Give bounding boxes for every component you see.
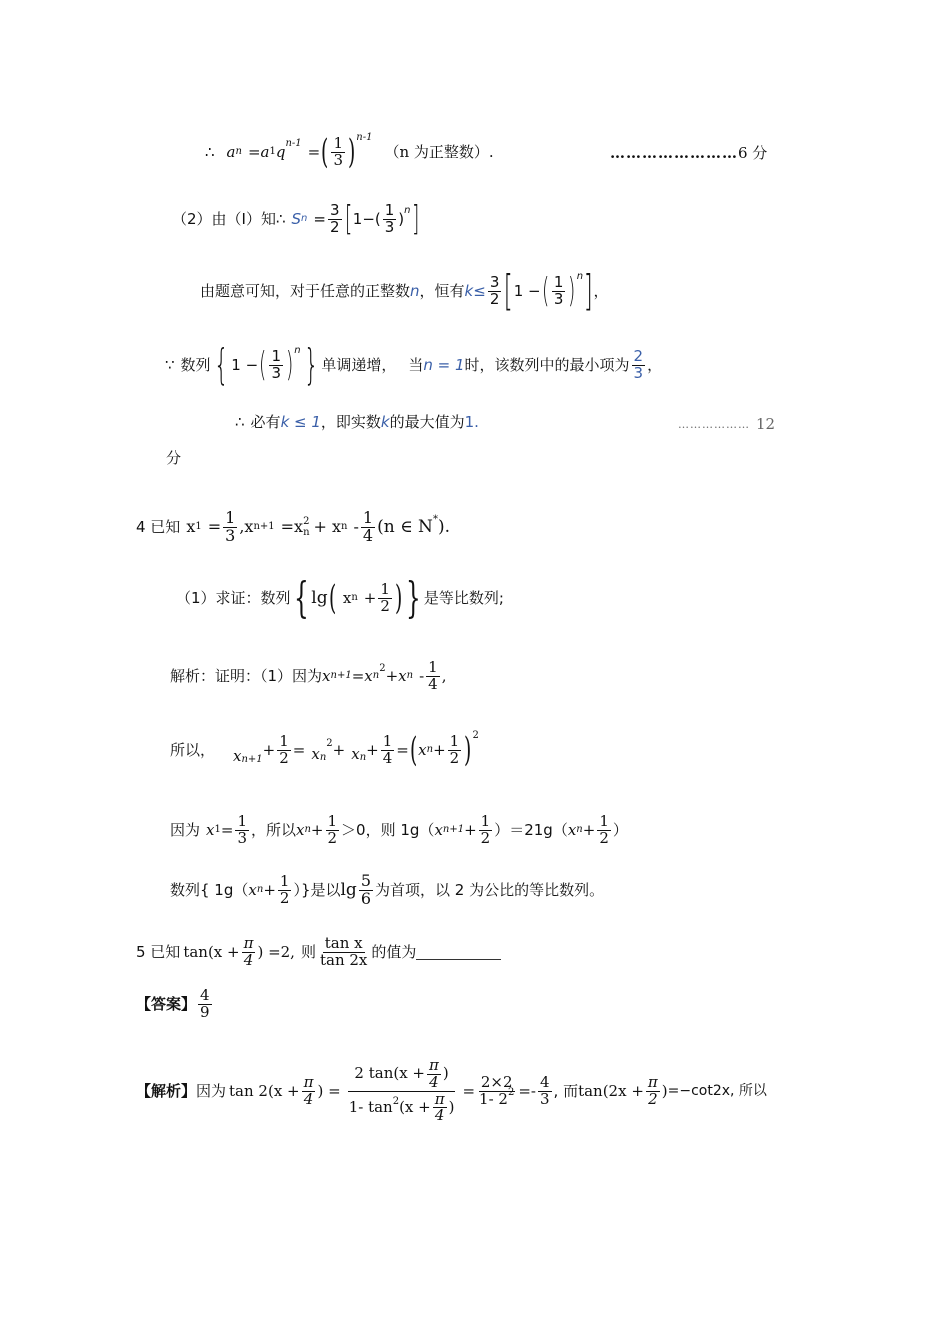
score-marker-12: ……………… 12: [678, 414, 776, 433]
note-text: （n 为正整数）.: [384, 142, 494, 161]
line-monotone: ∵ 数列 { 1 − ( $\frac{1}{3}$ ) $^n$ } 单调递增， 当 n = 1 时，该数列中的最小项为 $\frac{2}{3}$ ，: [165, 340, 663, 389]
answer-blank: [416, 945, 501, 960]
answer-row: 【答案】 $\frac{4}{9}$: [136, 985, 210, 1021]
score-unit: 分: [166, 448, 182, 467]
analysis-row: 【解析】 因为 tan 2(x + $\frac{\pi}{4}$ ) = 2 tan(x + $\frac{\pi}{4}$ ) 1- tan $^2$ (x + $\frac{\pi}{4}$ ) = 2×2 1- 2 $^2$ =- $\frac{4}{3}$ , 而 tan(2x + $\frac{\pi}{2}$ ) =−cot2x, 所以: [136, 1056, 767, 1125]
line-an-formula: ∴ a n =a 1 q $^{n-1}$ = ( $\frac{1}{3}$ ) $^{n-1}$ （n 为正整数）.: [205, 132, 494, 172]
solution-line-2: 所以， x $_{n+1}$ + $\frac{1}{2}$ = x $_n$ $^2$ + x $_n$ + $\frac{1}{4}$ = ( x n + $\frac{1}{2}$ ) $^2$: [170, 730, 479, 770]
score-marker: …………………… 6 分: [610, 143, 768, 162]
fraction: $\frac{1}{3}$: [333, 133, 344, 169]
problem-4-part1: （1）求证：数列 { lg ( x n + $\frac{1}{2}$ ) } 是等比数列;: [176, 573, 504, 622]
therefore-symbol: ∴: [205, 142, 215, 161]
line-condition: 由题意可知，对于任意的正整数 n ，恒有 k ≤ $\frac{3}{2}$ [ 1 − ( $\frac{1}{3}$ ) $^n$ ] ，: [200, 266, 609, 315]
solution-line-4: 数列{ 1g（ x n + $\frac{1}{2}$ ）}是以 lg $\frac{5}{6}$ 为首项，以 2 为公比的等比数列。: [170, 870, 605, 908]
problem-5-statement: 5 已知 tan(x + $\frac{\pi}{4}$ ) =2, 则 $\frac{\text{tan x}}{\tan 2x}$ 的值为: [136, 930, 501, 974]
big-fraction: 2 tan(x + $\frac{\pi}{4}$ ) 1- tan $^2$ (x + $\frac{\pi}{4}$ ): [348, 1056, 455, 1125]
problem-4-statement: 4 已知 x 1 = $\frac{1}{3}$ , x n+1 =x 2 n + x n - $\frac{1}{4}$ (n ∈ N * ).: [136, 507, 450, 545]
line-conclusion: ∴ 必有 k ≤ 1 ，即实数 k 的最大值为 1.: [235, 412, 479, 431]
line-sn-formula: （2）由（Ⅰ）知∴ S n = $\frac{3}{2}$ [ 1−( $\frac{1}{3}$ ) $^n$ ]: [172, 199, 419, 239]
solution-line-1: 解析：证明：（1）因为 x n+1 = x n $^2$ + x n - $\frac{1}{4}$ ,: [170, 657, 447, 693]
solution-line-3: 因为 x 1 = $\frac{1}{3}$ ，所以 x n + $\frac{1}{2}$ ＞0，则 1g（ x n+1 + $\frac{1}{2}$ ）＝21g（ x n + $\frac{1}{2}$ ）: [170, 811, 628, 847]
